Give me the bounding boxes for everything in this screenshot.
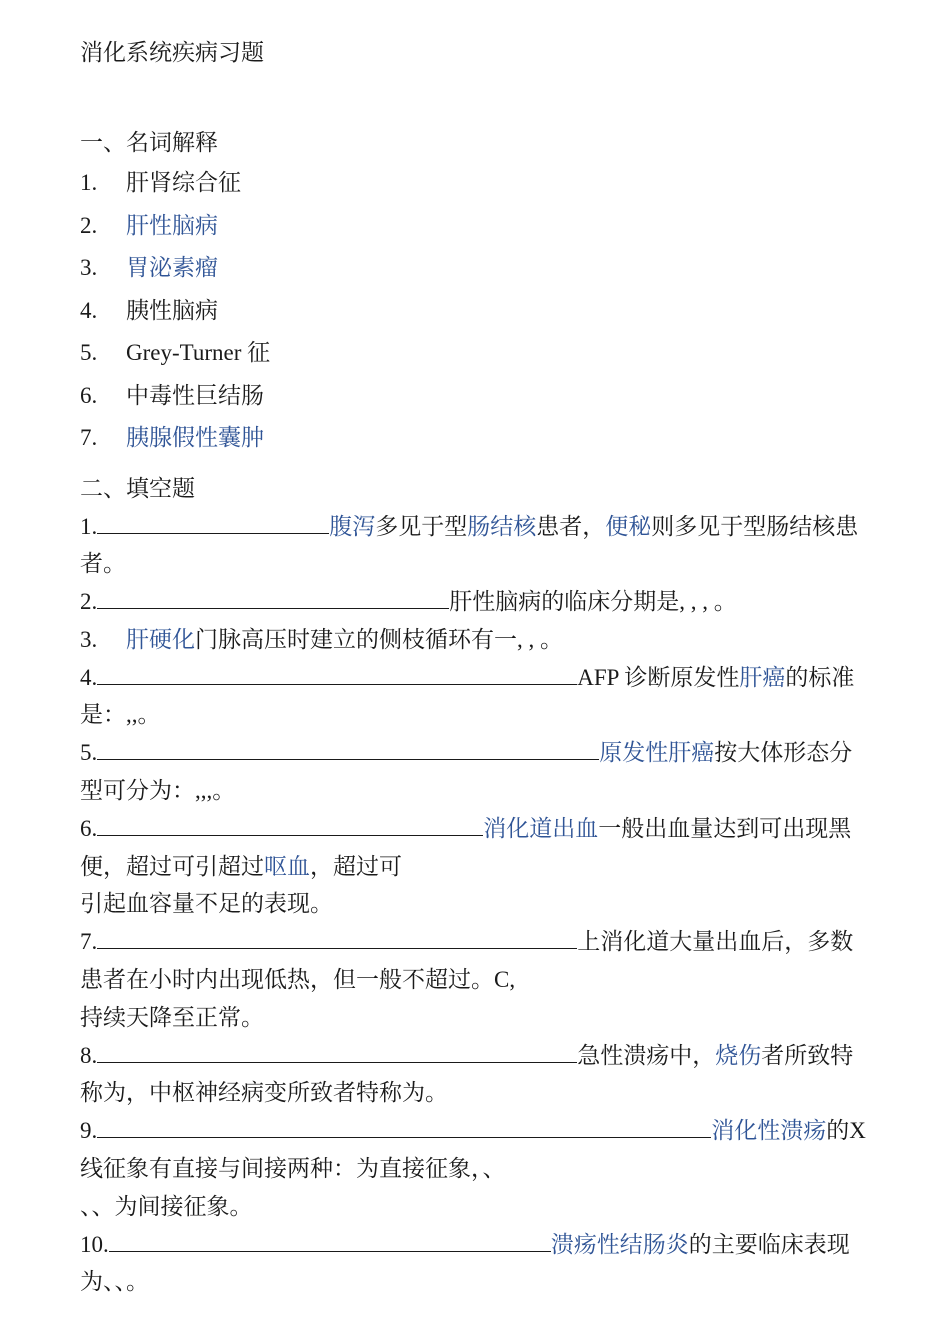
term-link[interactable]: 原发性肝癌 [599,740,715,766]
term-item[interactable] [80,247,870,290]
term-link[interactable]: 呕血 [264,853,310,879]
term-text: 肝肾综合征 [126,170,241,195]
question-number: 1. [80,513,98,539]
term-number: 1. [80,170,98,195]
term-link[interactable]: 肝癌 [739,664,786,690]
question-text: 则多见于型肠结核患者。 [80,513,859,577]
term-item [80,290,870,333]
question-text: 急性溃疡中， [577,1042,716,1068]
term-number: 2. [80,212,98,238]
question-text: 一般出血量达到可出现黑便，超过可引超过 [80,815,852,879]
answer-blank[interactable] [97,662,577,685]
question-number: 4. [80,664,98,690]
section-heading-fill-in: 二、填空题 [80,475,195,501]
term-item[interactable] [80,205,870,248]
term-link[interactable]: 胰腺假性囊肿 [126,425,264,450]
term-number: 5. [80,340,98,365]
question-text: 的标准是：,,。 [80,664,855,728]
term-number: 6. [80,382,98,408]
question-5 [80,734,870,810]
answer-blank[interactable] [97,1040,577,1063]
question-text: 门脉高压时建立的侧枝循环有一, , 。 [195,626,563,652]
question-number: 3. [80,626,98,652]
term-link[interactable]: 溃疡性结肠炎 [550,1231,689,1257]
question-7 [80,923,870,1036]
question-number: 5. [80,740,98,766]
answer-blank[interactable] [97,1115,711,1138]
question-text: 患者， [536,513,606,539]
question-3 [80,621,870,659]
term-text: 中毒性巨结肠 [126,382,264,408]
term-link[interactable]: 烧伤 [715,1042,762,1068]
question-6 [80,810,870,923]
question-text: 的X 线征象有直接与间接两种：为直接征象，、 [80,1118,866,1182]
term-item [80,162,870,205]
question-text: 引起血容量不足的表现。 [80,891,333,917]
answer-blank[interactable] [97,926,577,949]
answer-blank[interactable] [109,1229,551,1252]
question-text: ，超过可 [310,853,402,879]
term-item [80,375,870,418]
question-9 [80,1112,870,1225]
term-number: 4. [80,297,98,323]
document-page [80,34,870,1301]
answer-blank[interactable] [97,586,449,609]
term-item[interactable] [80,417,870,460]
term-link[interactable]: 胃泌素瘤 [126,255,218,280]
question-8 [80,1037,870,1113]
question-text: 者所致特称为，中枢神经病变所致者特称为。 [80,1042,854,1106]
term-link[interactable]: 消化道出血 [483,815,599,841]
question-number: 6. [80,815,98,841]
term-list [80,162,870,460]
question-text: 按大体形态分型可分为：,,,。 [80,740,853,804]
question-text: 、、为间接征象。 [80,1193,253,1219]
term-item [80,332,870,375]
term-link[interactable]: 腹泻 [329,513,376,539]
question-number: 7. [80,929,98,955]
question-number: 9. [80,1118,98,1144]
question-10 [80,1226,870,1302]
term-link[interactable]: 肝性脑病 [126,212,218,238]
question-text: 的主要临床表现为、、。 [80,1231,850,1295]
question-text: 持续天降至正常。 [80,1004,264,1030]
term-text: 胰性脑病 [126,297,218,323]
question-4 [80,659,870,735]
question-number: 10. [80,1231,109,1257]
question-2 [80,583,870,621]
term-link[interactable]: 便秘 [605,513,652,539]
question-text: 上消化道大量出血后，多数患者在小时内出现低热，但一般不超过。C, [80,929,854,993]
document-title: 消化系统疾病习题 [80,40,264,65]
question-text: 多见于型 [375,513,468,539]
question-text: 肝性脑病的临床分期是, , , 。 [449,589,737,615]
question-number: 8. [80,1042,98,1068]
answer-blank[interactable] [97,511,329,534]
section-heading-definitions: 一、名词解释 [80,130,218,155]
term-text: Grey-Turner 征 [126,340,271,365]
answer-blank[interactable] [97,813,483,836]
question-number: 2. [80,589,98,615]
term-link[interactable]: 肝硬化 [126,626,195,652]
term-number: 3. [80,255,98,280]
question-text: AFP 诊断原发性 [577,664,740,690]
term-number: 7. [80,425,98,450]
answer-blank[interactable] [97,737,599,760]
term-link[interactable]: 肠结核 [467,513,537,539]
term-link[interactable]: 消化性溃疡 [711,1118,827,1144]
question-1 [80,508,870,584]
